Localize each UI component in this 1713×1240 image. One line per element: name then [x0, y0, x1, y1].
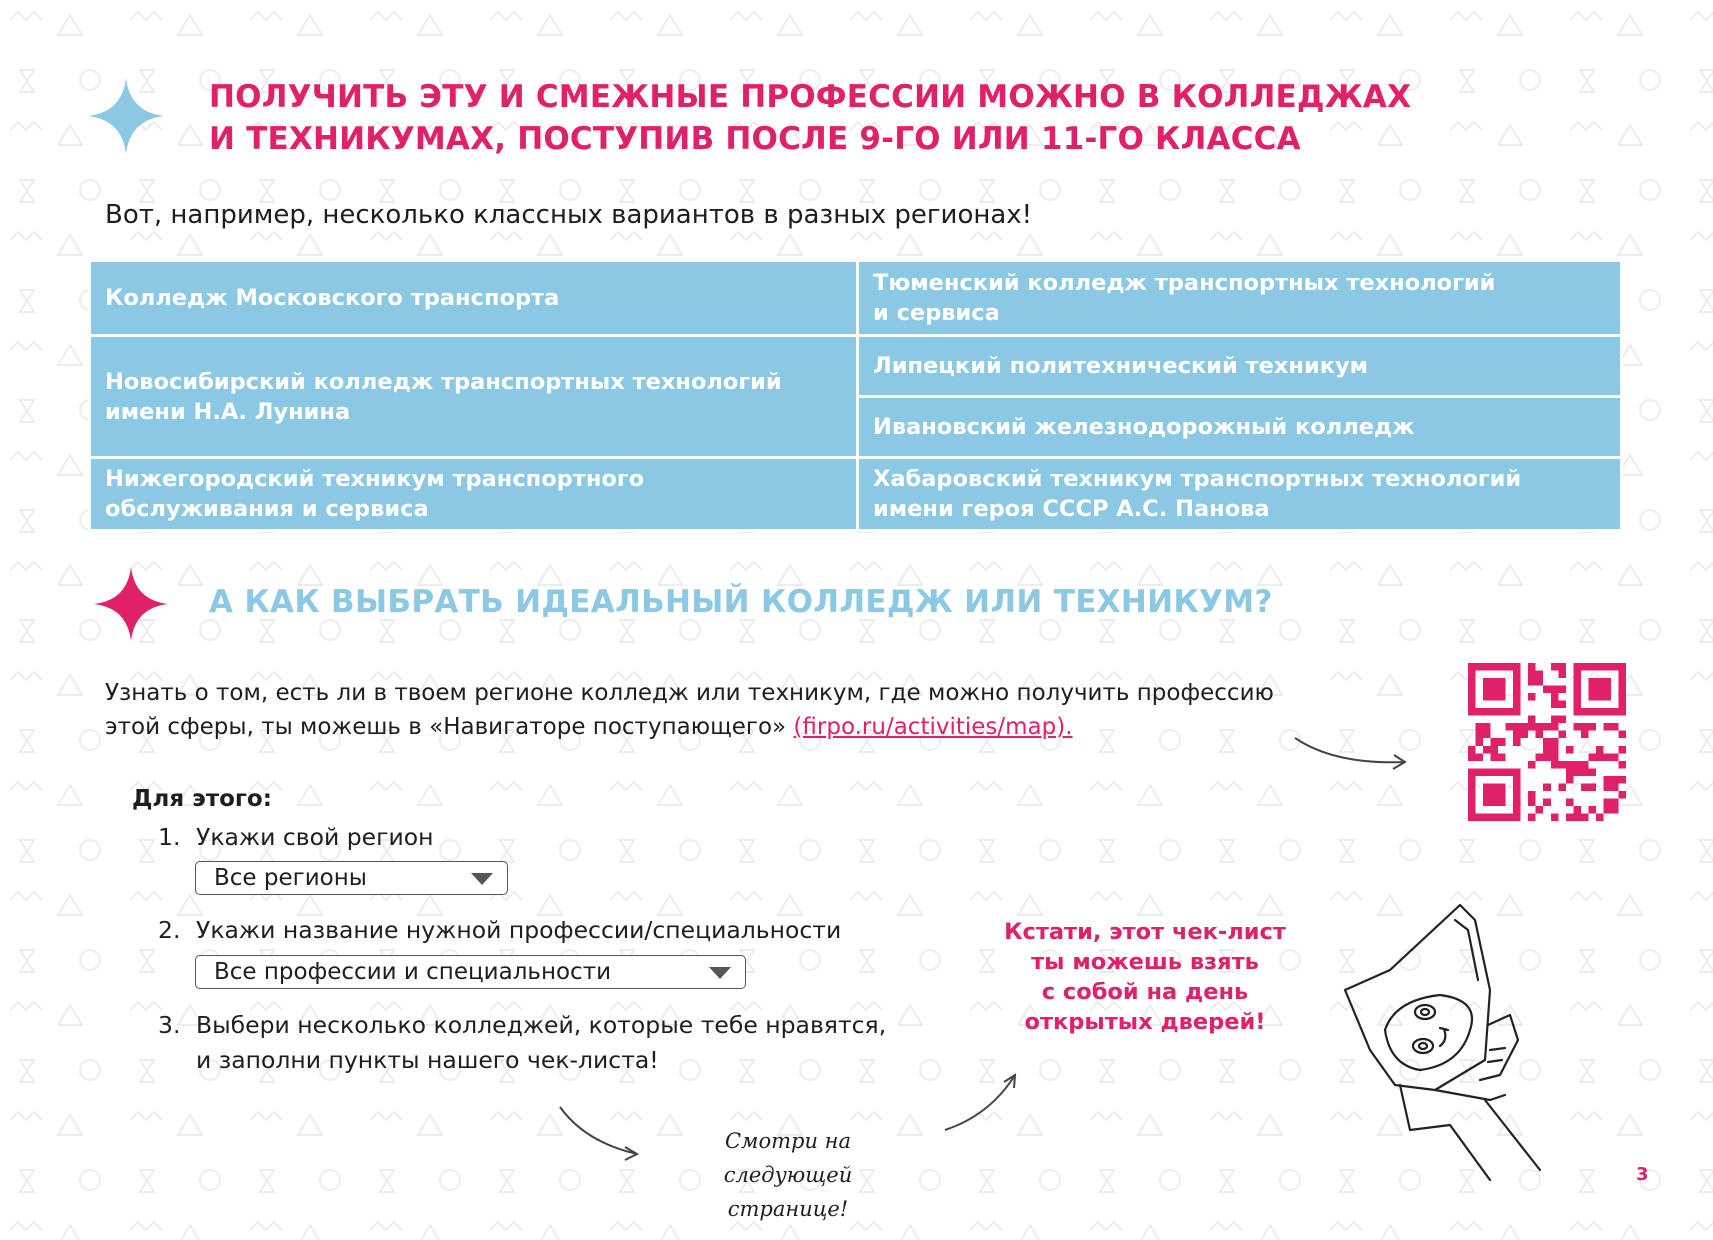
qr-module	[1618, 663, 1626, 671]
qr-module	[1498, 738, 1506, 746]
qr-module	[1558, 701, 1566, 709]
qr-module	[1513, 686, 1521, 694]
qr-module	[1573, 701, 1581, 709]
qr-module	[1513, 806, 1521, 814]
qr-module	[1513, 791, 1521, 799]
qr-module	[1468, 806, 1476, 814]
qr-module	[1566, 776, 1574, 784]
qr-module	[1588, 686, 1596, 694]
qr-module	[1468, 768, 1476, 776]
qr-module	[1603, 806, 1611, 814]
qr-module	[1513, 693, 1521, 701]
qr-module	[1611, 798, 1619, 806]
qr-module	[1521, 731, 1529, 739]
qr-module	[1543, 738, 1551, 746]
qr-module	[1513, 776, 1521, 784]
qr-module	[1476, 708, 1484, 716]
qr-module	[1498, 798, 1506, 806]
qr-module	[1588, 753, 1596, 761]
qr-module	[1491, 791, 1499, 799]
qr-module	[1581, 663, 1589, 671]
qr-module	[1506, 813, 1514, 821]
region-select[interactable]: Все регионы	[195, 861, 508, 895]
qr-module	[1491, 663, 1499, 671]
college-tyumen: Тюменский колледж транспортных технологий и сервиса	[858, 261, 1622, 336]
qr-module	[1566, 746, 1574, 754]
qr-module	[1618, 678, 1626, 686]
qr-module	[1476, 768, 1484, 776]
qr-module	[1483, 678, 1491, 686]
checklist-note: Кстати, этот чек-лист ты можешь взять с собой на день открытых дверей!	[1004, 919, 1286, 1035]
qr-module	[1581, 708, 1589, 716]
qr-module	[1596, 678, 1604, 686]
qr-module	[1536, 678, 1544, 686]
qr-module	[1528, 663, 1536, 671]
qr-module	[1551, 738, 1559, 746]
qr-module	[1588, 783, 1596, 791]
qr-module	[1588, 693, 1596, 701]
qr-module	[1476, 663, 1484, 671]
qr-module	[1588, 806, 1596, 814]
qr-module	[1611, 806, 1619, 814]
dropdown-arrow-icon	[471, 873, 493, 885]
qr-module	[1513, 768, 1521, 776]
qr-module	[1468, 813, 1476, 821]
qr-module	[1611, 723, 1619, 731]
qr-module	[1558, 716, 1566, 724]
dropdown-arrow-icon	[709, 967, 731, 979]
qr-module	[1573, 813, 1581, 821]
qr-module	[1596, 753, 1604, 761]
see-next-page: Смотри на следующей странице!	[723, 1129, 853, 1221]
qr-module	[1618, 671, 1626, 679]
qr-module	[1521, 723, 1529, 731]
qr-module	[1588, 723, 1596, 731]
qr-module	[1618, 731, 1626, 739]
qr-module	[1558, 686, 1566, 694]
qr-module	[1528, 798, 1536, 806]
qr-module	[1588, 768, 1596, 776]
qr-module	[1558, 663, 1566, 671]
qr-module	[1513, 678, 1521, 686]
qr-module	[1528, 761, 1536, 769]
qr-module	[1603, 723, 1611, 731]
qr-module	[1498, 753, 1506, 761]
qr-module	[1528, 693, 1536, 701]
qr-module	[1536, 806, 1544, 814]
qr-module	[1573, 708, 1581, 716]
qr-module	[1483, 746, 1491, 754]
qr-module	[1468, 798, 1476, 806]
qr-module	[1476, 813, 1484, 821]
qr-module	[1618, 776, 1626, 784]
qr-module	[1491, 783, 1499, 791]
qr-module	[1551, 761, 1559, 769]
intro-text: Вот, например, несколько классных вариантов в разных регионах!	[105, 200, 1033, 230]
qr-module	[1536, 753, 1544, 761]
qr-module	[1558, 731, 1566, 739]
qr-module	[1588, 663, 1596, 671]
qr-module	[1566, 813, 1574, 821]
qr-module	[1573, 678, 1581, 686]
qr-module	[1536, 731, 1544, 739]
qr-module	[1491, 678, 1499, 686]
qr-module	[1581, 731, 1589, 739]
qr-module	[1468, 701, 1476, 709]
qr-module	[1483, 791, 1491, 799]
qr-module	[1513, 663, 1521, 671]
qr-module	[1498, 813, 1506, 821]
qr-module	[1498, 708, 1506, 716]
qr-module	[1558, 783, 1566, 791]
qr-module	[1618, 746, 1626, 754]
qr-module	[1483, 723, 1491, 731]
step-2: 2. Укажи название нужной профессии/специальности	[158, 916, 842, 944]
qr-module	[1596, 686, 1604, 694]
qr-module	[1611, 753, 1619, 761]
qr-module	[1603, 686, 1611, 694]
qr-module	[1528, 791, 1536, 799]
qr-module	[1513, 671, 1521, 679]
qr-module	[1476, 723, 1484, 731]
qr-module	[1603, 798, 1611, 806]
cat-mascot-icon	[1340, 900, 1590, 1185]
qr-module	[1551, 716, 1559, 724]
qr-module	[1483, 663, 1491, 671]
qr-module	[1506, 708, 1514, 716]
college-khabarovsk: Хабаровский техникум транспортных технологий имени героя СССР А.С. Панова	[858, 458, 1622, 531]
qr-module	[1528, 678, 1536, 686]
qr-module	[1491, 753, 1499, 761]
qr-module	[1468, 783, 1476, 791]
qr-module	[1618, 701, 1626, 709]
blue-sparkle-icon	[88, 78, 164, 154]
qr-module	[1603, 693, 1611, 701]
qr-module	[1476, 731, 1484, 739]
qr-module	[1483, 798, 1491, 806]
college-moscow: Колледж Московского транспорта	[90, 261, 858, 336]
qr-module	[1611, 776, 1619, 784]
qr-module	[1468, 693, 1476, 701]
qr-module	[1573, 686, 1581, 694]
qr-module	[1543, 723, 1551, 731]
qr-module	[1476, 753, 1484, 761]
qr-module	[1581, 761, 1589, 769]
qr-module	[1468, 686, 1476, 694]
qr-module	[1491, 768, 1499, 776]
qr-module	[1483, 708, 1491, 716]
qr-module	[1513, 783, 1521, 791]
qr-module	[1536, 671, 1544, 679]
qr-module	[1596, 746, 1604, 754]
qr-module	[1566, 761, 1574, 769]
qr-module	[1483, 768, 1491, 776]
qr-module	[1596, 693, 1604, 701]
qr-module	[1468, 678, 1476, 686]
qr-module	[1573, 806, 1581, 814]
qr-module	[1483, 686, 1491, 694]
qr-module	[1596, 663, 1604, 671]
pink-sparkle-icon	[94, 567, 168, 641]
qr-module	[1573, 663, 1581, 671]
qr-module	[1498, 663, 1506, 671]
qr-module	[1603, 708, 1611, 716]
qr-module	[1611, 663, 1619, 671]
qr-module	[1491, 686, 1499, 694]
qr-module	[1543, 753, 1551, 761]
qr-module	[1498, 693, 1506, 701]
qr-module	[1588, 678, 1596, 686]
qr-module	[1618, 791, 1626, 799]
qr-module	[1588, 708, 1596, 716]
qr-module	[1498, 791, 1506, 799]
qr-module	[1618, 708, 1626, 716]
qr-module	[1468, 753, 1476, 761]
qr-module	[1513, 798, 1521, 806]
qr-module	[1566, 768, 1574, 776]
colleges-table	[88, 259, 1623, 532]
qr-module	[1491, 738, 1499, 746]
qr-module	[1603, 783, 1611, 791]
qr-module	[1513, 738, 1521, 746]
qr-module	[1468, 776, 1476, 784]
qr-module	[1618, 686, 1626, 694]
qr-module	[1491, 708, 1499, 716]
qr-module	[1596, 708, 1604, 716]
qr-module	[1491, 798, 1499, 806]
qr-module	[1551, 723, 1559, 731]
qr-module	[1476, 738, 1484, 746]
qr-module	[1498, 686, 1506, 694]
qr-module	[1573, 761, 1581, 769]
qr-module	[1528, 716, 1536, 724]
qr-module	[1513, 813, 1521, 821]
firpo-link[interactable]: (firpo.ru/activities/map).	[793, 714, 1073, 740]
qr-module	[1491, 813, 1499, 821]
qr-module	[1618, 761, 1626, 769]
qr-module	[1483, 731, 1491, 739]
qr-module	[1543, 686, 1551, 694]
qr-module	[1611, 783, 1619, 791]
qr-module	[1468, 663, 1476, 671]
qr-module	[1528, 671, 1536, 679]
qr-module	[1596, 813, 1604, 821]
qr-module	[1468, 671, 1476, 679]
college-ivanovo: Ивановский железнодорожный колледж	[858, 397, 1622, 458]
qr-module	[1618, 693, 1626, 701]
college-nizhny: Нижегородский техникум транспортного обслуживания и сервиса	[90, 458, 858, 531]
qr-module	[1491, 746, 1499, 754]
qr-module	[1468, 791, 1476, 799]
qr-module	[1581, 813, 1589, 821]
qr-module	[1551, 746, 1559, 754]
qr-module	[1573, 723, 1581, 731]
qr-module	[1483, 783, 1491, 791]
college-lipetsk: Липецкий политехнический техникум	[858, 336, 1622, 397]
qr-module	[1566, 798, 1574, 806]
section-title: А КАК ВЫБРАТЬ ИДЕАЛЬНЫЙ КОЛЛЕДЖ ИЛИ ТЕХНИКУМ?	[209, 584, 1273, 620]
page-title: ПОЛУЧИТЬ ЭТУ И СМЕЖНЫЕ ПРОФЕССИИ МОЖНО В КОЛЛЕДЖАХ И ТЕХНИКУМАХ, ПОСТУПИВ ПОСЛЕ 9-ГО ИЛИ 11-ГО КЛАССА	[209, 79, 1412, 157]
qr-module	[1543, 746, 1551, 754]
arrow-to-qr-icon	[1290, 730, 1410, 780]
qr-module	[1506, 663, 1514, 671]
college-novosibirsk: Новосибирский колледж транспортных технологий имени Н.А. Лунина	[90, 336, 858, 458]
profession-select[interactable]: Все профессии и специальности	[195, 955, 746, 989]
qr-module	[1506, 768, 1514, 776]
qr-module	[1573, 671, 1581, 679]
qr-module	[1573, 768, 1581, 776]
qr-module	[1551, 686, 1559, 694]
qr-module	[1551, 753, 1559, 761]
navigator-paragraph: Узнать о том, есть ли в твоем регионе колледж или техникум, где можно получить профессию этой сферы, ты можешь в «Навигаторе поступающего» (firpo.ru/activities/map).	[105, 680, 1274, 740]
qr-module	[1528, 813, 1536, 821]
qr-module	[1603, 663, 1611, 671]
qr-module	[1506, 723, 1514, 731]
qr-module	[1513, 708, 1521, 716]
qr-module	[1581, 783, 1589, 791]
qr-module	[1483, 813, 1491, 821]
qr-module	[1611, 708, 1619, 716]
qr-module	[1483, 693, 1491, 701]
qr-module	[1498, 768, 1506, 776]
qr-module	[1543, 798, 1551, 806]
qr-module	[1498, 783, 1506, 791]
qr-module	[1468, 708, 1476, 716]
qr-module	[1551, 663, 1559, 671]
qr-module	[1603, 776, 1611, 784]
qr-module	[1581, 723, 1589, 731]
qr-module	[1528, 723, 1536, 731]
qr-module	[1581, 768, 1589, 776]
step-3: 3. Выбери несколько колледжей, которые тебе нравятся, и заполни пункты нашего чек-листа!	[158, 1011, 887, 1074]
qr-module	[1513, 731, 1521, 739]
steps-label: Для этого:	[132, 786, 272, 812]
qr-module	[1573, 693, 1581, 701]
qr-module	[1551, 813, 1559, 821]
qr-module	[1558, 671, 1566, 679]
qr-module	[1536, 723, 1544, 731]
qr-module	[1491, 693, 1499, 701]
qr-module	[1558, 761, 1566, 769]
qr-module	[1543, 783, 1551, 791]
qr-code-icon[interactable]	[1468, 663, 1626, 821]
qr-module	[1513, 723, 1521, 731]
qr-module	[1551, 693, 1559, 701]
qr-module	[1603, 753, 1611, 761]
qr-module	[1498, 678, 1506, 686]
arrow-down-right-icon	[555, 1102, 645, 1162]
qr-module	[1468, 746, 1476, 754]
arrow-up-right-icon	[940, 1070, 1020, 1135]
step-1: 1. Укажи свой регион	[158, 823, 434, 851]
qr-module	[1603, 678, 1611, 686]
qr-module	[1513, 701, 1521, 709]
page-number: 3	[1636, 1164, 1649, 1185]
qr-module	[1551, 701, 1559, 709]
